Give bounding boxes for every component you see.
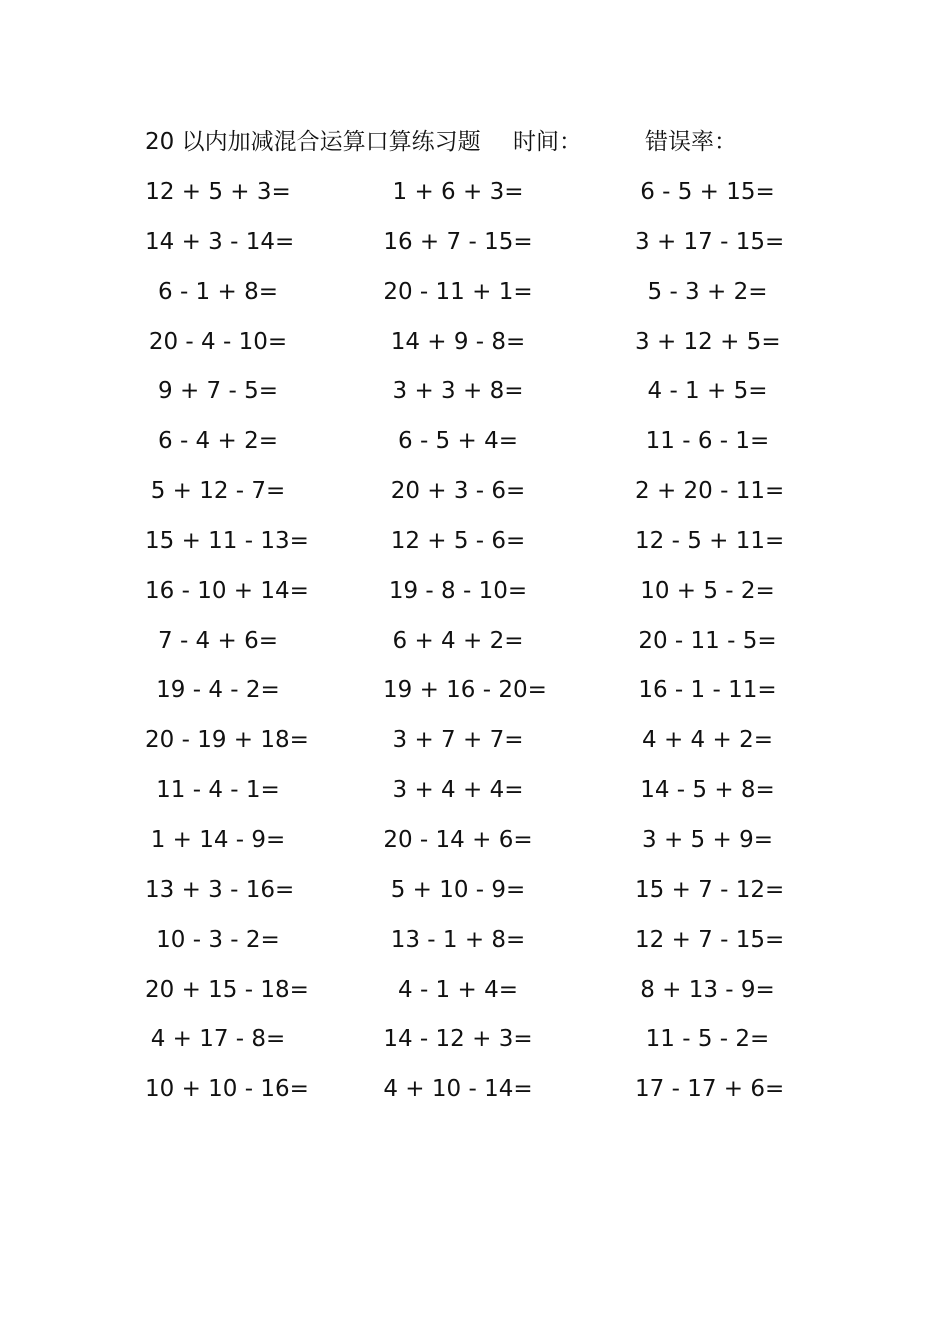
- math-problem: 4 + 17 - 8=: [150, 1026, 286, 1053]
- math-problem: 9 + 7 - 5=: [158, 378, 278, 405]
- math-problem: 19 + 16 - 20=: [383, 677, 547, 704]
- math-problem: 3 + 4 + 4=: [392, 777, 524, 804]
- problem-row: [145, 816, 825, 866]
- problem-row: [145, 367, 825, 417]
- worksheet-header: [145, 124, 825, 160]
- problem-row: [145, 716, 825, 766]
- math-problem: 20 + 3 - 6=: [390, 478, 526, 505]
- math-problem: 20 - 11 - 5=: [638, 627, 777, 654]
- math-problem: 13 + 3 - 16=: [145, 876, 295, 903]
- math-problem: 12 + 5 + 3=: [145, 179, 291, 205]
- math-problem: 16 - 1 - 11=: [638, 677, 777, 704]
- math-problem: 15 + 11 - 13=: [145, 527, 309, 554]
- problem-row: [145, 1015, 825, 1065]
- math-problem: 3 + 5 + 9=: [642, 826, 773, 853]
- math-problem: 5 - 3 + 2=: [647, 278, 768, 305]
- math-problem: 6 - 5 + 15=: [640, 179, 775, 205]
- problem-row: [145, 517, 825, 567]
- math-problem: 11 - 6 - 1=: [645, 428, 770, 455]
- math-problem: 20 + 15 - 18=: [145, 976, 309, 1003]
- worksheet-title: 20 以内加减混合运算口算练习题: [145, 129, 481, 155]
- math-problem: 17 - 17 + 6=: [635, 1076, 785, 1103]
- problem-grid: [145, 168, 825, 1115]
- math-problem: 10 + 5 - 2=: [640, 577, 775, 604]
- math-problem: 16 + 7 - 15=: [383, 228, 533, 255]
- math-problem: 20 - 11 + 1=: [383, 278, 533, 305]
- math-problem: 19 - 4 - 2=: [156, 677, 280, 704]
- math-problem: 3 + 7 + 7=: [392, 727, 524, 754]
- math-problem: 12 + 7 - 15=: [635, 926, 785, 953]
- problem-row: [145, 1065, 825, 1115]
- math-problem: 14 + 3 - 14=: [145, 228, 295, 255]
- math-problem: 4 - 1 + 5=: [647, 378, 768, 405]
- math-problem: 10 - 3 - 2=: [156, 926, 280, 953]
- math-problem: 3 + 17 - 15=: [635, 228, 785, 255]
- math-problem: 19 - 8 - 10=: [388, 577, 528, 604]
- math-problem: 15 + 7 - 12=: [635, 876, 785, 903]
- math-problem: 7 - 4 + 6=: [158, 627, 278, 654]
- math-problem: 4 + 10 - 14=: [383, 1076, 533, 1103]
- math-problem: 11 - 4 - 1=: [156, 777, 280, 804]
- math-problem: 11 - 5 - 2=: [645, 1026, 770, 1053]
- math-problem: 6 - 4 + 2=: [158, 428, 278, 455]
- math-problem: 2 + 20 - 11=: [635, 478, 785, 505]
- problem-row: [145, 218, 825, 268]
- math-problem: 13 - 1 + 8=: [390, 926, 526, 953]
- problem-row: [145, 467, 825, 517]
- problem-row: [145, 567, 825, 617]
- math-problem: 6 - 1 + 8=: [158, 278, 278, 305]
- math-problem: 4 - 1 + 4=: [398, 976, 518, 1003]
- math-problem: 5 + 10 - 9=: [390, 876, 526, 903]
- problem-row: [145, 916, 825, 966]
- math-problem: 14 - 5 + 8=: [640, 777, 775, 804]
- problem-row: [145, 417, 825, 467]
- math-problem: 3 + 12 + 5=: [635, 328, 781, 355]
- error-rate-label: 错误率：: [645, 129, 737, 155]
- math-problem: 12 + 5 - 6=: [390, 527, 526, 554]
- math-problem: 14 + 9 - 8=: [390, 328, 526, 355]
- math-problem: 5 + 12 - 7=: [150, 478, 286, 505]
- math-problem: 20 - 14 + 6=: [383, 826, 533, 853]
- math-problem: 20 - 19 + 18=: [145, 727, 309, 754]
- math-problem: 1 + 14 - 9=: [150, 826, 286, 853]
- math-problem: 6 - 5 + 4=: [398, 428, 518, 455]
- math-problem: 16 - 10 + 14=: [145, 577, 309, 604]
- problem-row: [145, 866, 825, 916]
- time-label: 时间：: [513, 129, 582, 155]
- math-problem: 20 - 4 - 10=: [148, 328, 288, 355]
- problem-row: [145, 268, 825, 318]
- problem-row: [145, 168, 825, 218]
- math-problem: 1 + 6 + 3=: [392, 179, 524, 205]
- math-problem: 10 + 10 - 16=: [145, 1076, 309, 1103]
- problem-row: [145, 966, 825, 1016]
- math-problem: 8 + 13 - 9=: [640, 976, 775, 1003]
- math-problem: 6 + 4 + 2=: [392, 627, 524, 654]
- math-problem: 3 + 3 + 8=: [392, 378, 524, 405]
- problem-row: [145, 617, 825, 667]
- math-problem: 12 - 5 + 11=: [635, 527, 785, 554]
- math-problem: 14 - 12 + 3=: [383, 1026, 533, 1053]
- problem-row: [145, 666, 825, 716]
- math-problem: 4 + 4 + 2=: [642, 727, 773, 754]
- problem-row: [145, 766, 825, 816]
- problem-row: [145, 318, 825, 368]
